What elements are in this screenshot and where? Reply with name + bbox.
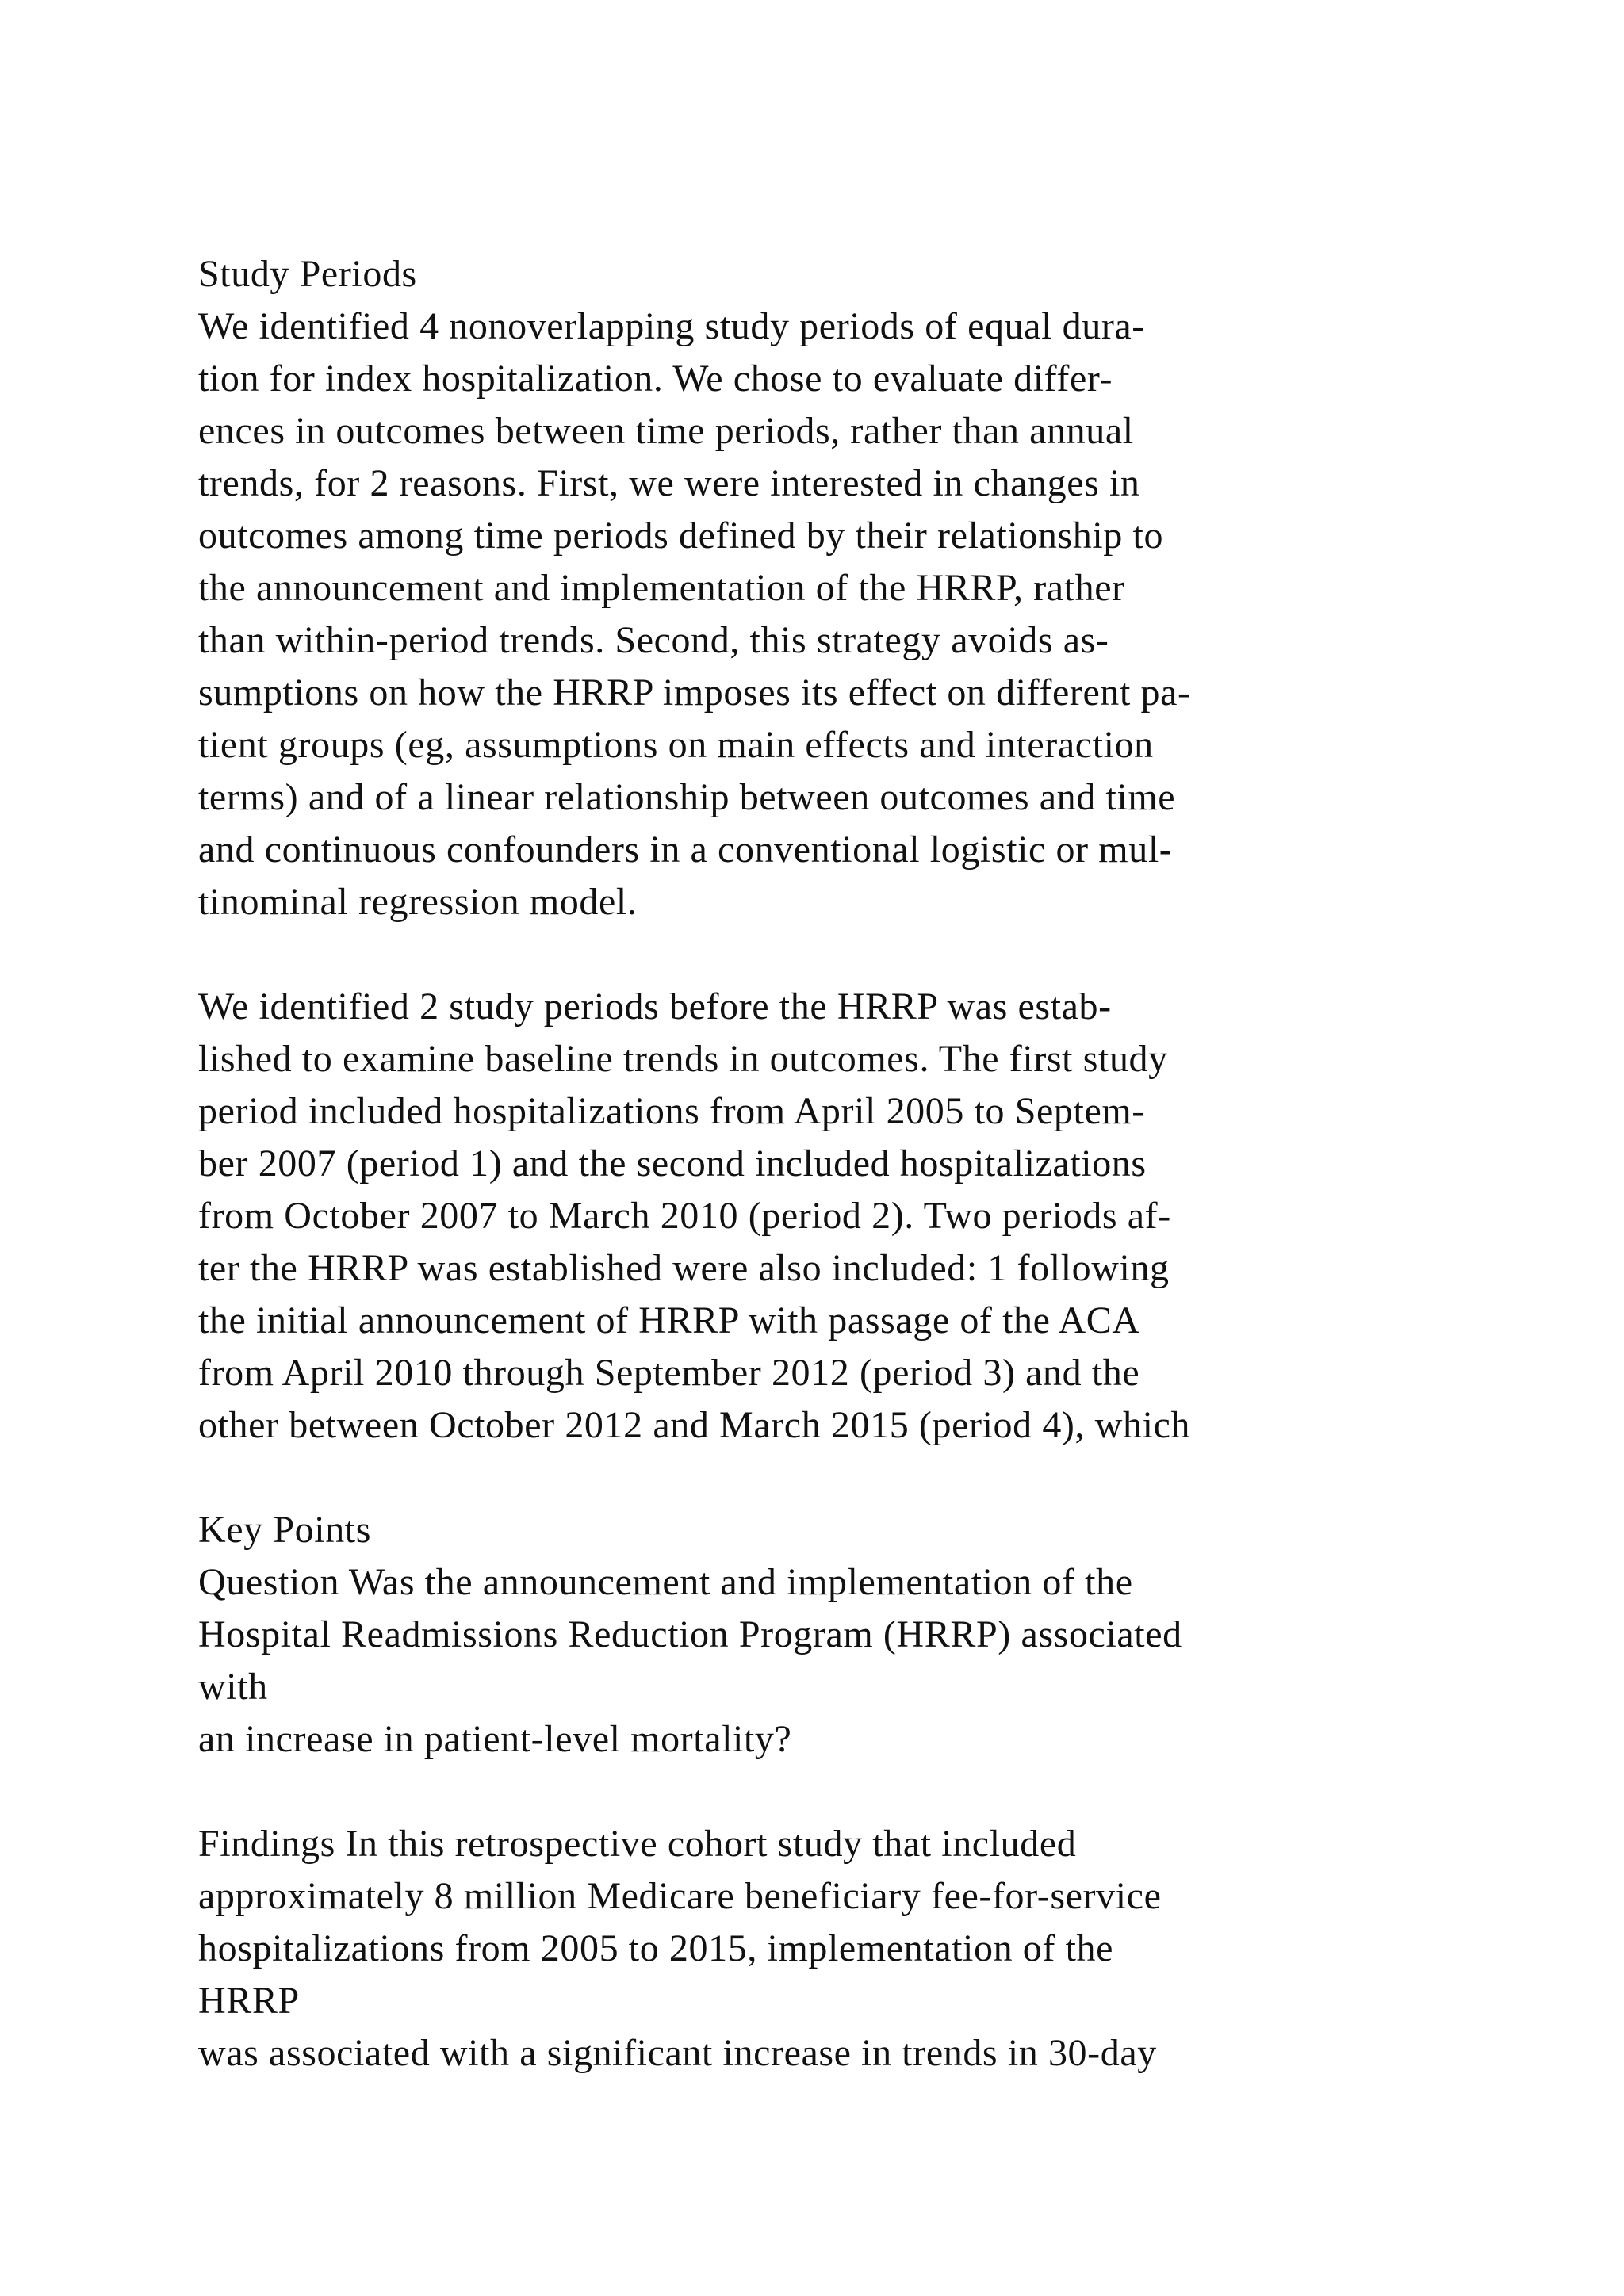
- text-line: ences in outcomes between time periods, rather than annual: [198, 410, 1134, 452]
- text-line: Hospital Readmissions Reduction Program (HRRP) associated: [198, 1613, 1182, 1655]
- text-line: other between October 2012 and March 2015 (period 4), which: [198, 1404, 1191, 1446]
- paragraph-gap: [198, 1452, 1435, 1504]
- text-line: hospitalizations from 2005 to 2015, implementation of the: [198, 1927, 1114, 1969]
- text-line: tion for index hospitalization. We chose to evaluate differ-: [198, 358, 1113, 400]
- paragraph-gap: [198, 928, 1435, 981]
- text-line: sumptions on how the HRRP imposes its effect on different pa-: [198, 672, 1191, 714]
- text-line: ber 2007 (period 1) and the second included hospitalizations: [198, 1142, 1147, 1184]
- text-line: period included hospitalizations from April 2005 to Septem-: [198, 1090, 1145, 1132]
- text-line: HRRP: [198, 1980, 300, 2022]
- text-line: than within-period trends. Second, this strategy avoids as-: [198, 619, 1109, 661]
- text-line: tinominal regression model.: [198, 881, 638, 923]
- text-line: lished to examine baseline trends in outcomes. The first study: [198, 1038, 1168, 1080]
- text-line: from April 2010 through September 2012 (period 3) and the: [198, 1352, 1140, 1394]
- text-line: the announcement and implementation of the HRRP, rather: [198, 567, 1125, 609]
- text-line: terms) and of a linear relationship between outcomes and time: [198, 776, 1176, 818]
- document-page: [198, 248, 1435, 2080]
- text-line: and continuous confounders in a conventional logistic or mul-: [198, 828, 1173, 871]
- paragraph-study-periods-definition: [198, 981, 1435, 1452]
- paragraph-gap: [198, 1766, 1435, 1818]
- section-heading-study-periods: Study Periods: [198, 253, 417, 295]
- paragraph-study-periods-intro: [198, 300, 1435, 928]
- text-line: with: [198, 1666, 268, 1708]
- text-line: the initial announcement of HRRP with passage of the ACA: [198, 1299, 1140, 1341]
- text-line: approximately 8 million Medicare beneficiary fee-for-service: [198, 1875, 1162, 1917]
- findings-paragraph: [198, 1818, 1435, 2080]
- text-line: Findings In this retrospective cohort study that included: [198, 1823, 1077, 1865]
- text-line: We identified 4 nonoverlapping study periods of equal dura-: [198, 305, 1145, 347]
- text-line: tient groups (eg, assumptions on main effects and interaction: [198, 724, 1154, 766]
- text-line: Question Was the announcement and implementation of the: [198, 1561, 1133, 1603]
- text-line: an increase in patient-level mortality?: [198, 1718, 792, 1760]
- text-line: was associated with a significant increase in trends in 30-day: [198, 2032, 1157, 2074]
- key-points-section: [198, 1504, 1435, 1766]
- text-line: trends, for 2 reasons. First, we were interested in changes in: [198, 462, 1140, 504]
- section-heading-key-points: Key Points: [198, 1509, 372, 1551]
- text-line: outcomes among time periods defined by their relationship to: [198, 515, 1164, 557]
- text-line: from October 2007 to March 2010 (period 2). Two periods af-: [198, 1195, 1171, 1237]
- text-line: ter the HRRP was established were also included: 1 following: [198, 1247, 1170, 1289]
- text-line: We identified 2 study periods before the HRRP was estab-: [198, 985, 1112, 1027]
